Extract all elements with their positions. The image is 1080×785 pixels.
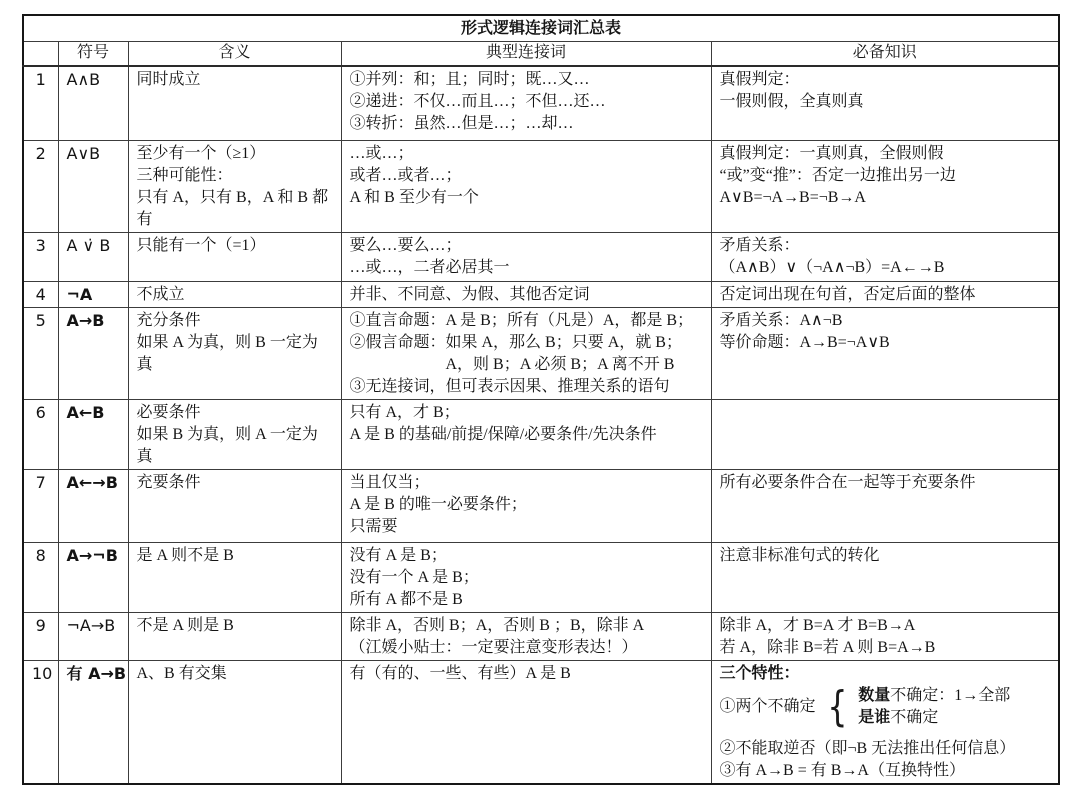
sub-item-who: 是谁不确定 <box>858 709 939 726</box>
row2-symbol: A∨B <box>58 141 128 233</box>
header-row <box>23 42 1059 66</box>
row8-connectives: 没有 A 是 B； 没有一个 A 是 B； 所有 A 都不是 B <box>341 543 711 613</box>
row9-number: 9 <box>23 613 58 661</box>
row10-number: 10 <box>23 661 58 785</box>
row10-meaning: A、B 有交集 <box>128 661 341 785</box>
header-connectives: 典型连接词 <box>341 42 711 66</box>
row1-symbol: A∧B <box>58 66 128 141</box>
table-row-4 <box>23 282 1059 308</box>
header-knowledge: 必备知识 <box>711 42 1059 66</box>
page-title: 形式逻辑连接词汇总表 <box>23 15 1059 42</box>
row7-meaning: 充要条件 <box>128 470 341 543</box>
row9-knowledge: 除非 A，才 B=A 才 B=B→A 若 A，除非 B=若 A 则 B=A→B <box>711 613 1059 661</box>
property-2: ②不能取逆否（即¬B 无法推出任何信息） <box>719 740 1016 757</box>
row9-symbol: ¬A→B <box>58 613 128 661</box>
row5-meaning: 充分条件 如果 A 为真，则 B 一定为真 <box>128 308 341 400</box>
brace-glyph: { <box>826 682 847 731</box>
row10-knowledge <box>711 661 1059 785</box>
row7-knowledge: 所有必要条件合在一起等于充要条件 <box>711 470 1059 543</box>
property-1 <box>719 682 1051 731</box>
property-1-sublist <box>858 685 1010 729</box>
table-row-3 <box>23 233 1059 282</box>
row2-number: 2 <box>23 141 58 233</box>
header-symbol: 符号 <box>58 42 128 66</box>
row3-connectives: 要么…要么…； …或…，二者必居其一 <box>341 233 711 282</box>
row1-meaning: 同时成立 <box>128 66 341 141</box>
row3-knowledge: 矛盾关系： （A∧B）∨（¬A∧¬B）=A←→B <box>711 233 1059 282</box>
row10-symbol: 有 A→B <box>58 661 128 785</box>
row1-connectives: ①并列：和；且；同时；既…又… ②递进：不仅…而且…；不但…还… ③转折：虽然…但是…；…却… <box>341 66 711 141</box>
row4-knowledge: 否定词出现在句首，否定后面的整体 <box>711 282 1059 308</box>
row6-number: 6 <box>23 400 58 470</box>
row8-number: 8 <box>23 543 58 613</box>
header-num <box>23 42 58 66</box>
sub-item-quantity: 数量不确定：1→全部 <box>858 687 1011 704</box>
row9-connectives: 除非 A，否则 B；A，否则 B ；B，除非 A （江媛小贴士：一定要注意变形表达！） <box>341 613 711 661</box>
property-1-label: ①两个不确定 <box>719 698 816 715</box>
row3-meaning: 只能有一个（=1） <box>128 233 341 282</box>
row5-number: 5 <box>23 308 58 400</box>
row6-symbol: A←B <box>58 400 128 470</box>
row4-connectives: 并非、不同意、为假、其他否定词 <box>341 282 711 308</box>
property-3: ③有 A→B = 有 B→A（互换特性） <box>719 762 965 779</box>
row9-meaning: 不是 A 则是 B <box>128 613 341 661</box>
table-row-5 <box>23 308 1059 400</box>
row8-symbol: A→¬B <box>58 543 128 613</box>
row4-meaning: 不成立 <box>128 282 341 308</box>
table-row-9 <box>23 613 1059 661</box>
row6-meaning: 必要条件 如果 B 为真，则 A 一定为真 <box>128 400 341 470</box>
row10-connectives: 有（有的、一些、有些）A 是 B <box>341 661 711 785</box>
title-row <box>23 15 1059 42</box>
three-properties-title: 三个特性： <box>719 665 800 682</box>
row6-connectives: 只有 A，才 B； A 是 B 的基础/前提/保障/必要条件/先决条件 <box>341 400 711 470</box>
row5-knowledge: 矛盾关系：A∧¬B 等价命题：A→B=¬A∨B <box>711 308 1059 400</box>
table-row-6 <box>23 400 1059 470</box>
row4-symbol: ¬A <box>58 282 128 308</box>
row2-knowledge: 真假判定：一真则真，全假则假 “或”变“推”：否定一边推出另一边 A∨B=¬A→B=¬B→A <box>711 141 1059 233</box>
row5-symbol: A→B <box>58 308 128 400</box>
row1-number: 1 <box>23 66 58 141</box>
row5-connectives: ①直言命题：A 是 B；所有（凡是）A，都是 B； ②假言命题：如果 A，那么 B；只要 A，就 B； A，则 B；A 必须 B；A 离不开 B ③无连接词，但可表示因果、推理关系的语句 <box>341 308 711 400</box>
row8-meaning: 是 A 则不是 B <box>128 543 341 613</box>
row2-meaning: 至少有一个（≥1） 三种可能性： 只有 A，只有 B，A 和 B 都有 <box>128 141 341 233</box>
row2-connectives: …或…； 或者…或者…； A 和 B 至少有一个 <box>341 141 711 233</box>
table-row-8 <box>23 543 1059 613</box>
row8-knowledge: 注意非标准句式的转化 <box>711 543 1059 613</box>
row1-knowledge: 真假判定： 一假则假，全真则真 <box>711 66 1059 141</box>
row7-number: 7 <box>23 470 58 543</box>
row6-knowledge <box>711 400 1059 470</box>
table-row-1 <box>23 66 1059 141</box>
row3-symbol: A ∨̇ B <box>58 233 128 282</box>
row7-symbol: A←→B <box>58 470 128 543</box>
table-row-10 <box>23 661 1059 785</box>
header-meaning: 含义 <box>128 42 341 66</box>
table-row-7 <box>23 470 1059 543</box>
table-row-2 <box>23 141 1059 233</box>
row4-number: 4 <box>23 282 58 308</box>
logic-connectives-table <box>22 14 1060 785</box>
row3-number: 3 <box>23 233 58 282</box>
row7-connectives: 当且仅当； A 是 B 的唯一必要条件； 只需要 <box>341 470 711 543</box>
